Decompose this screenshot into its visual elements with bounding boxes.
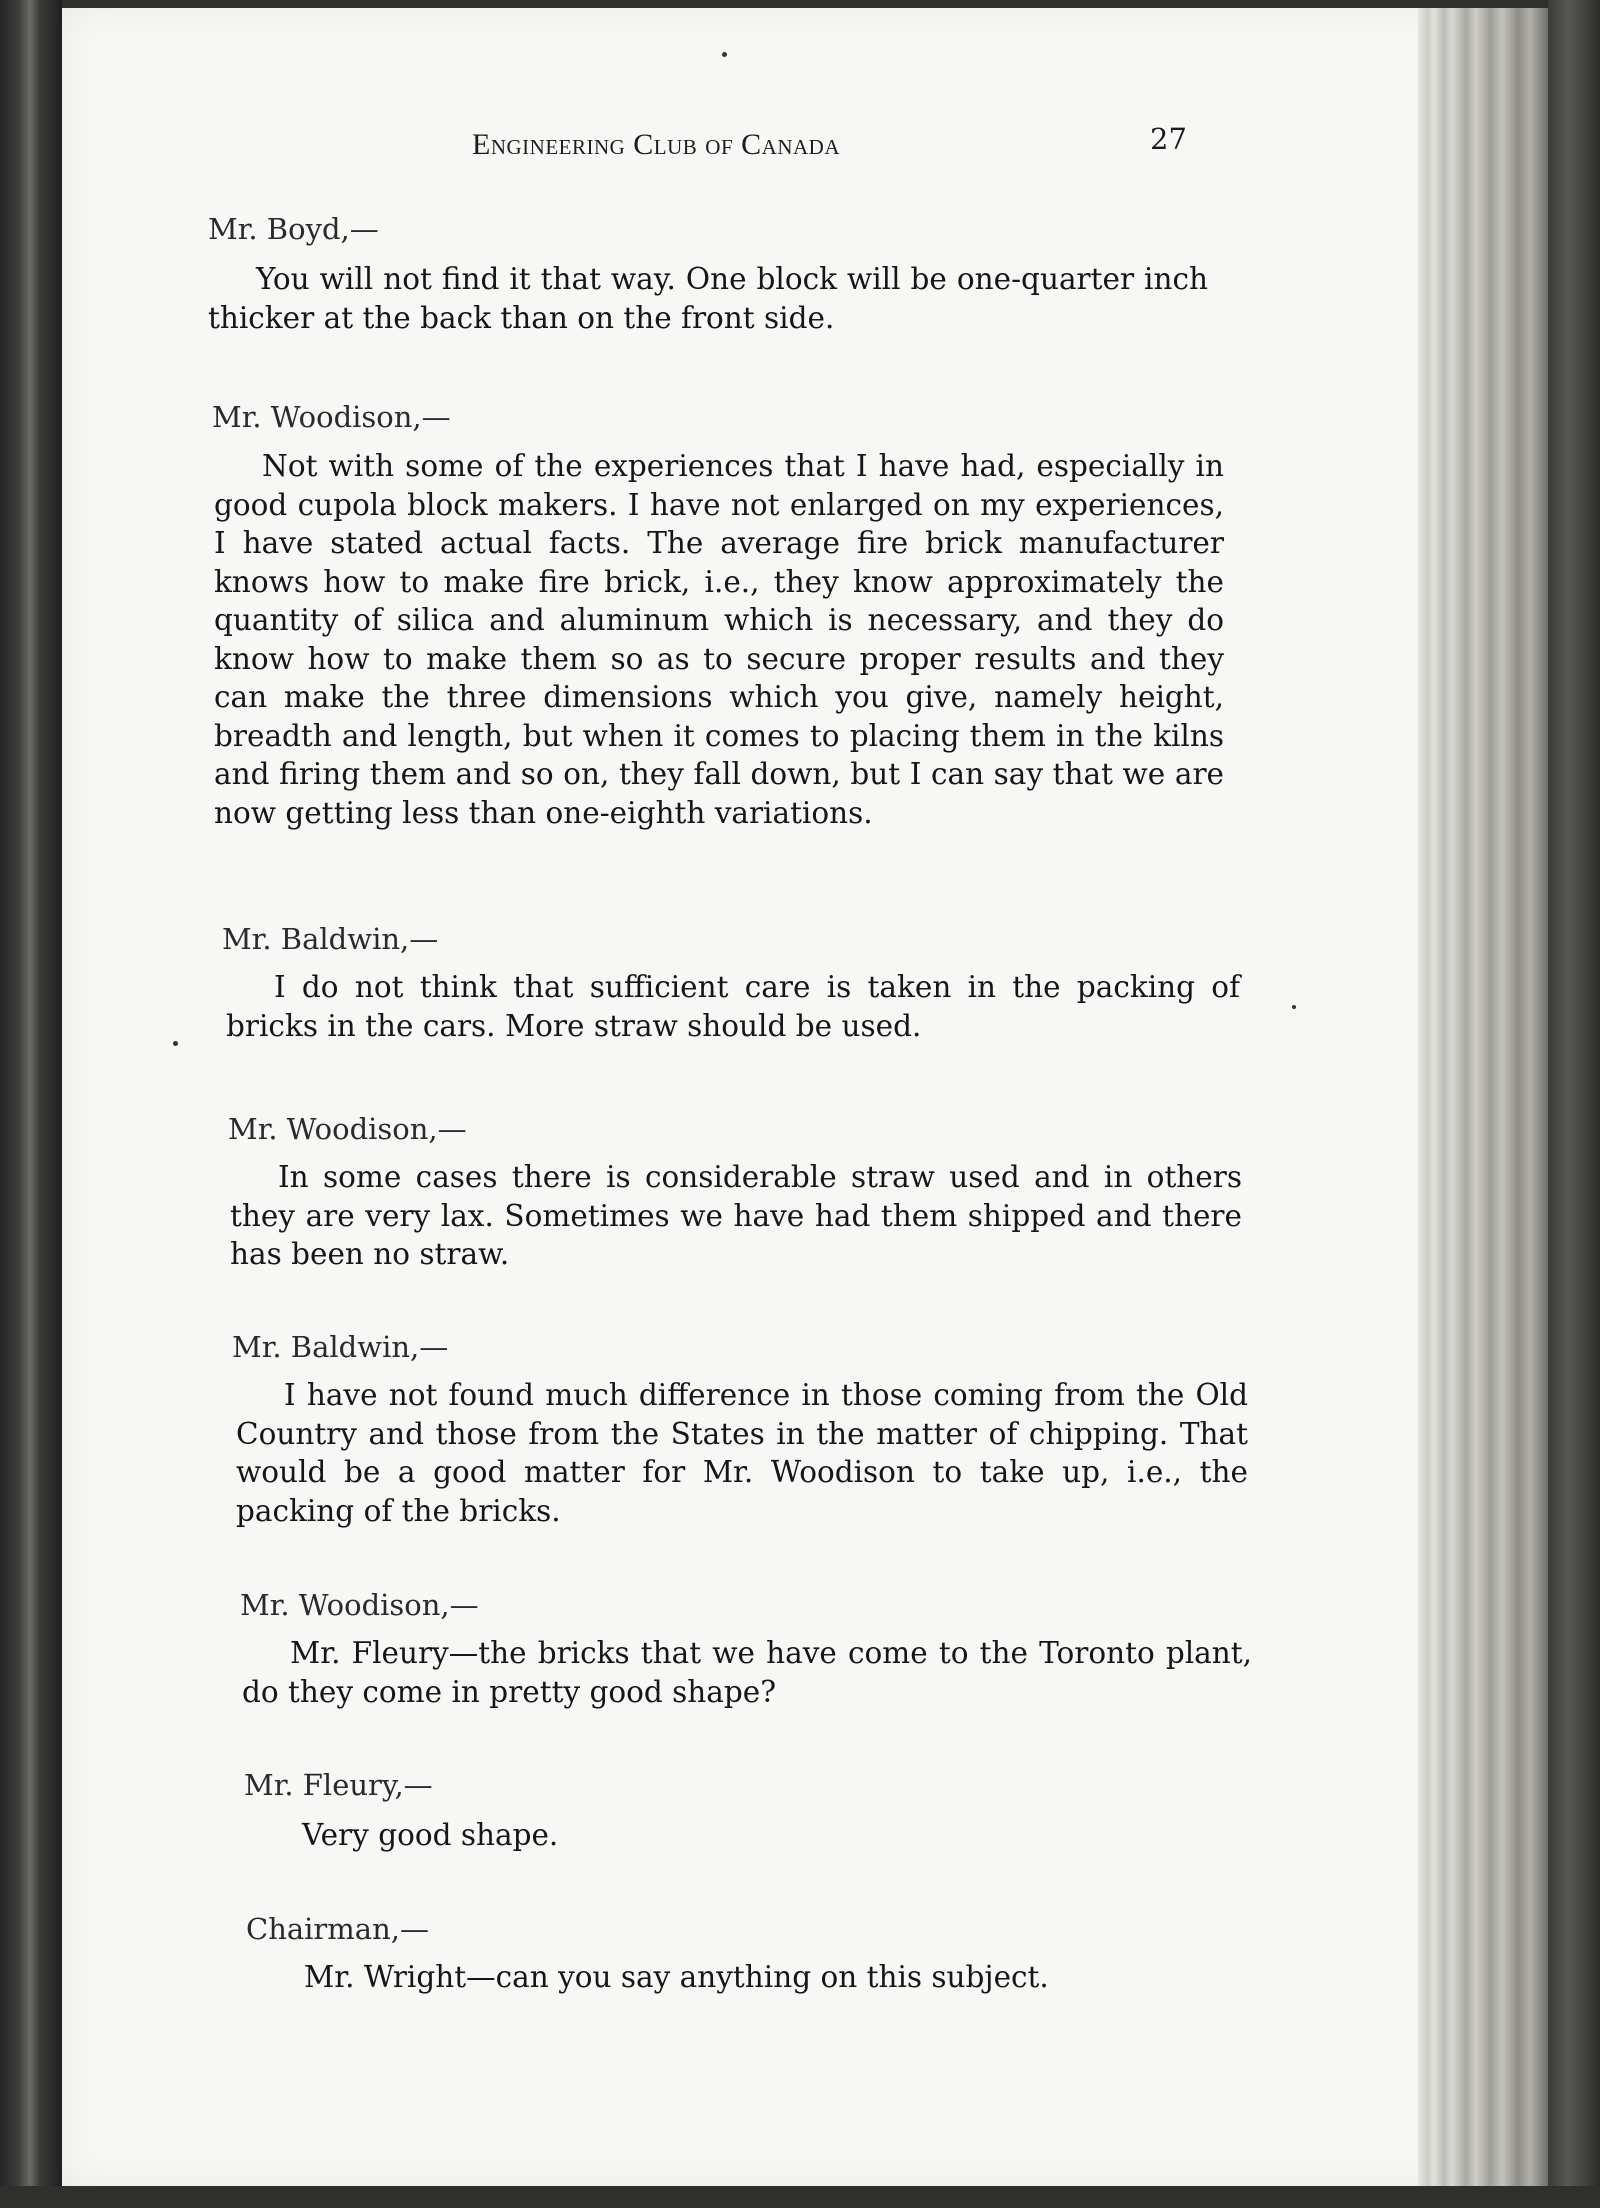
speaker-label: Chairman,— [246, 1912, 429, 1946]
speaker-label: Mr. Fleury,— [244, 1768, 433, 1802]
book-cover-right [1548, 0, 1600, 2208]
speech-paragraph: I do not think that sufficient care is taken in the packing of bricks in the cars. More straw should be used. [226, 970, 1240, 1043]
speaker-label: Mr. Baldwin,— [232, 1330, 449, 1364]
speaker-label: Mr. Boyd,— [208, 212, 379, 246]
speaker-label: Mr. Woodison,— [212, 400, 451, 434]
speaker-label: Mr. Woodison,— [228, 1112, 467, 1146]
speech-paragraph: You will not find it that way. One block will be one-quarter inch thicker at the back than on the front side. [208, 262, 1208, 335]
dust-speck [173, 1041, 178, 1046]
speech-paragraph: In some cases there is considerable straw used and in others they are very lax. Sometimes we have had them shipped and there has been no straw. [230, 1160, 1242, 1271]
speech-paragraph: Not with some of the experiences that I have had, especially in good cupola block makers. I have not enlarged on my experiences, I have stated actual facts. The average fire brick manufacturer knows how to make fire brick, i.e., they know approximately the quantity of silica and aluminum which is necessary, and they do know how to make them so as to secure proper results and they can make the three dimensions which you give, namely height, breadth and length, but when it comes to placing them in the kilns and firing them and so on, they fall down, but I can say that we are now getting less than one-eighth variations. [214, 449, 1224, 830]
speaker-label: Mr. Woodison,— [240, 1588, 479, 1622]
scan-border-bottom [0, 2186, 1600, 2208]
book-spine-left [0, 0, 62, 2208]
page-number: 27 [1150, 122, 1187, 156]
dust-speck [1292, 1005, 1296, 1009]
running-head: Engineering Club of Canada [472, 128, 840, 161]
page-fore-edge [1418, 8, 1548, 2186]
speech-paragraph: Mr. Fleury—the bricks that we have come to the Toronto plant, do they come in pretty good shape? [242, 1636, 1252, 1709]
dust-speck [722, 52, 727, 57]
speech-paragraph: I have not found much difference in those coming from the Old Country and those from the States in the matter of chipping. That would be a good matter for Mr. Woodison to take up, i.e., the packing of the bricks. [236, 1378, 1248, 1528]
speech-paragraph: Very good shape. [302, 1818, 559, 1852]
speech-paragraph: Mr. Wright—can you say anything on this subject. [304, 1960, 1049, 1994]
speaker-label: Mr. Baldwin,— [222, 922, 439, 956]
